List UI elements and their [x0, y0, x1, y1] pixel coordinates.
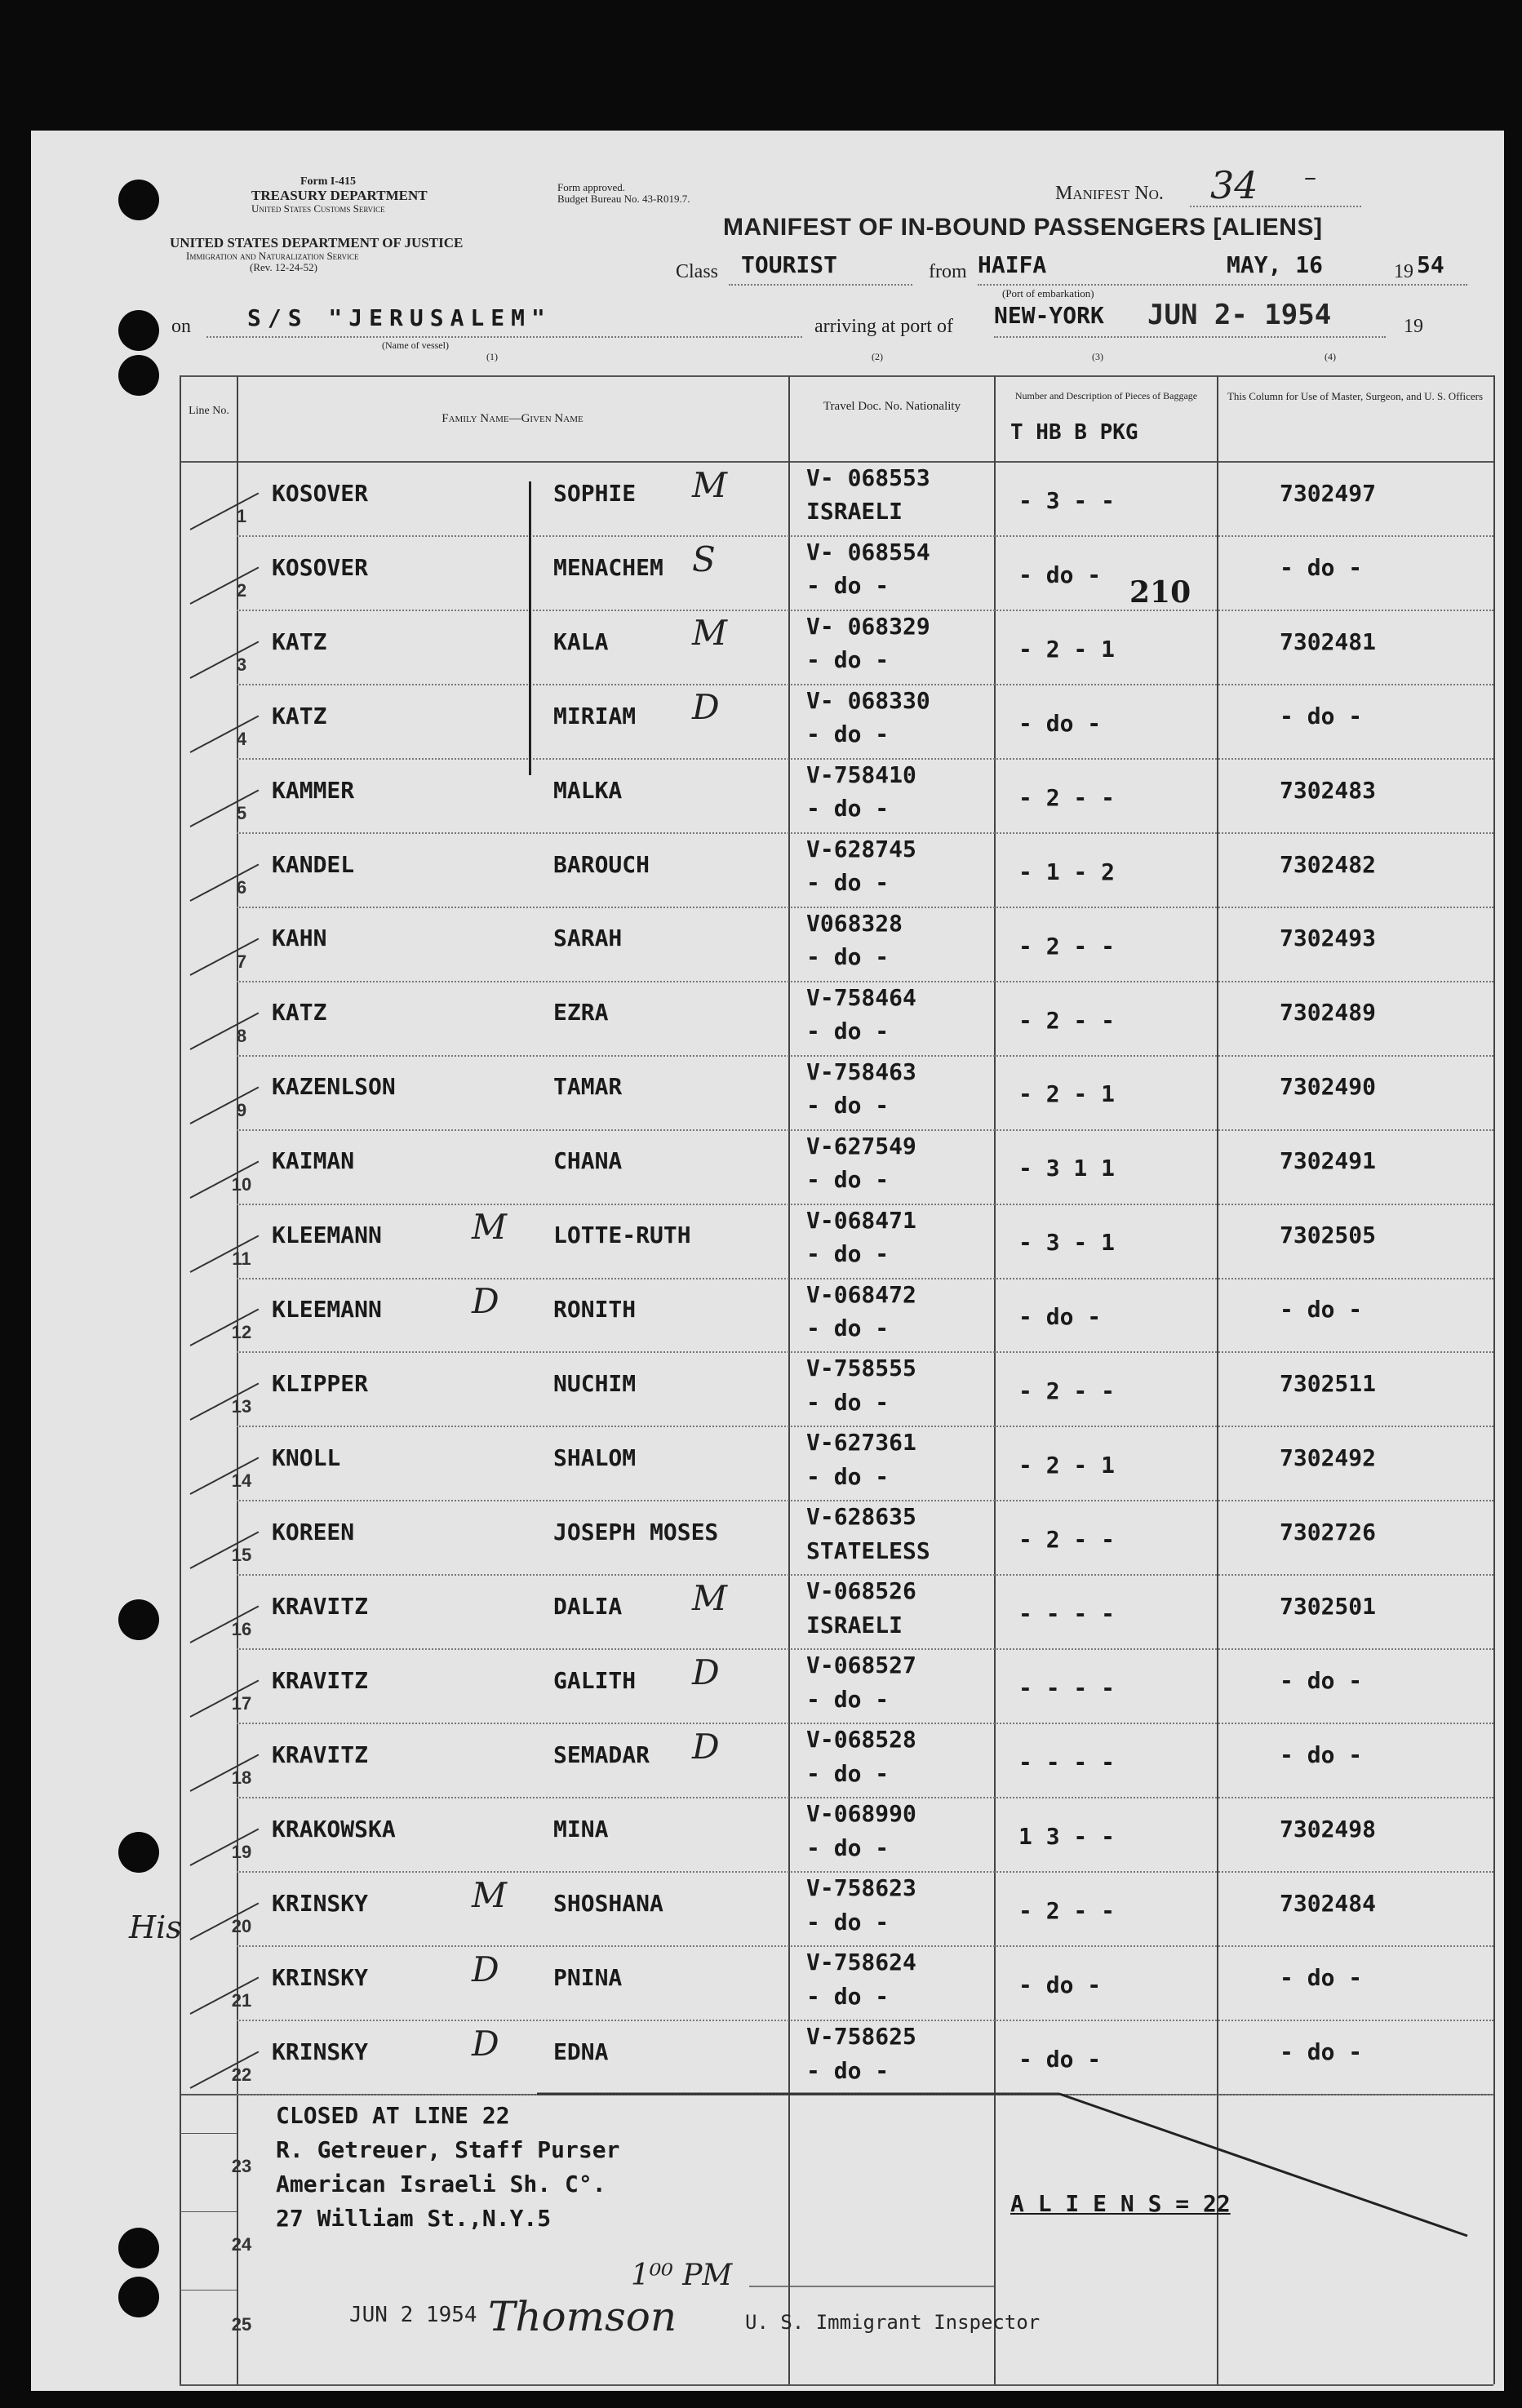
form-number: Form I-415 [300, 175, 357, 188]
given-name: NUCHIM [553, 1370, 637, 1398]
baggage-pieces: - - - - [1018, 1600, 1116, 1628]
year-value: 54 [1417, 251, 1444, 278]
officer-use: 7302489 [1280, 999, 1377, 1027]
officer-use: - do - [1280, 2038, 1363, 2065]
line-number: 11 [232, 1248, 251, 1269]
baggage-pieces: - 2 - - [1018, 1896, 1116, 1924]
officer-use: 7302490 [1280, 1073, 1377, 1101]
line-number: 18 [231, 1767, 252, 1789]
company-address: 27 William St.,N.Y.5 [276, 2205, 552, 2232]
family-name: KRAVITZ [272, 1741, 369, 1768]
travel-doc-number: V-628745 [806, 835, 916, 863]
closing-diagonal [1059, 2094, 1467, 2236]
given-name: SHALOM [553, 1444, 637, 1472]
nationality: STATELESS [806, 1537, 930, 1564]
line-number: 14 [231, 1470, 252, 1492]
given-name: SOPHIE [553, 479, 637, 507]
marital-mark: D [692, 1726, 720, 1767]
manifest-sheet [31, 131, 1504, 2391]
purser-name: R. Getreuer, Staff Purser [276, 2136, 620, 2163]
arriving-label: arriving at port of [814, 316, 953, 337]
marital-mark: M [472, 1207, 508, 1248]
line-number-23: 23 [231, 2156, 252, 2176]
baggage-pieces: - 2 - 1 [1018, 1452, 1116, 1479]
inspector-signature: Thomson [488, 2293, 677, 2340]
officer-use: 7302484 [1280, 1889, 1377, 1917]
nationality: - do - [806, 869, 890, 897]
line-number: 8 [236, 1025, 247, 1046]
nationality: - do - [806, 1685, 890, 1713]
officer-use: - do - [1280, 1296, 1363, 1324]
nationality: - do - [806, 1166, 890, 1194]
travel-doc-number: V-628635 [806, 1503, 916, 1531]
line-number: 16 [231, 1619, 252, 1640]
year2-prefix: 19 [1404, 316, 1423, 337]
line-number: 10 [231, 1173, 252, 1195]
manifest-label: Manifest No. [1055, 183, 1164, 204]
marital-mark: D [472, 1949, 499, 1989]
family-name: KRINSKY [272, 1889, 369, 1917]
given-name: SEMADAR [553, 1741, 650, 1768]
baggage-pieces: 1 3 - - [1018, 1823, 1116, 1851]
marital-mark: M [692, 613, 728, 654]
marital-mark: D [472, 2023, 499, 2064]
family-name: KATZ [272, 627, 327, 655]
baggage-pieces: - do - [1018, 2045, 1102, 2073]
travel-doc-number: V-068471 [806, 1206, 916, 1234]
baggage-count: 210 [1129, 575, 1191, 610]
officer-use: - do - [1280, 1963, 1363, 1991]
given-name: MINA [553, 1815, 609, 1843]
marital-mark: S [692, 539, 716, 579]
given-name: BAROUCH [553, 850, 650, 878]
form-approved: Form approved. [557, 181, 626, 193]
travel-doc-number: V-758555 [806, 1355, 916, 1382]
travel-doc-number: V- 068553 [806, 464, 930, 491]
officer-use: 7302501 [1280, 1593, 1377, 1621]
family-name: KLEEMANN [272, 1296, 382, 1324]
officer-use: - do - [1280, 1667, 1363, 1694]
company-name: American Israeli Sh. C°. [276, 2171, 606, 2197]
given-name: RONITH [553, 1296, 637, 1324]
travel-doc-number: V068328 [806, 909, 903, 937]
manifest-number: 34 [1210, 163, 1258, 207]
baggage-pieces: - 2 - - [1018, 1526, 1116, 1554]
nationality: - do - [806, 721, 890, 748]
closed-at-line: CLOSED AT LINE 22 [276, 2102, 510, 2129]
given-name: DALIA [553, 1593, 623, 1621]
travel-doc-number: V- 068329 [806, 612, 930, 640]
given-name: EDNA [553, 2038, 609, 2065]
travel-doc-number: V-758623 [806, 1874, 916, 1902]
family-name: KRAVITZ [272, 1593, 369, 1621]
family-name: KAHN [272, 925, 327, 952]
baggage-pieces: - 3 1 1 [1018, 1155, 1116, 1182]
marital-mark: M [692, 1577, 728, 1618]
marital-mark: D [692, 687, 720, 728]
family-name: KLIPPER [272, 1370, 369, 1398]
family-name: KAMMER [272, 776, 355, 804]
family-name: KOSOVER [272, 479, 369, 507]
family-name: KOREEN [272, 1519, 355, 1546]
nationality: ISRAELI [806, 498, 903, 526]
inspector-title: U. S. Immigrant Inspector [745, 2311, 1041, 2334]
revision: (Rev. 12-24-52) [250, 261, 317, 273]
travel-doc-number: V-758625 [806, 2023, 916, 2051]
line-number: 5 [236, 802, 247, 823]
header-baggage-cols: T HB B PKG [1010, 420, 1138, 445]
baggage-pieces: - 2 - 1 [1018, 1080, 1116, 1108]
family-name: KRAVITZ [272, 1667, 369, 1694]
officer-use: - do - [1280, 702, 1363, 729]
baggage-pieces: - - - - [1018, 1674, 1116, 1702]
marital-mark: M [692, 464, 728, 505]
nationality: - do - [806, 646, 890, 674]
line-number: 17 [231, 1693, 252, 1714]
officer-use: 7302481 [1280, 627, 1377, 655]
col4-number: (4) [1325, 351, 1336, 362]
manifest-title: MANIFEST OF IN-BOUND PASSENGERS [ALIENS] [723, 214, 1323, 241]
ins-service: Immigration and Naturalization Service [186, 250, 359, 262]
baggage-pieces: - 2 - - [1018, 1377, 1116, 1405]
given-name: LOTTE-RUTH [553, 1222, 691, 1249]
given-name: EZRA [553, 999, 609, 1027]
margin-note: His [129, 1909, 182, 1945]
inspection-date-stamp: JUN 2 1954 [349, 2303, 477, 2327]
officer-use: 7302726 [1280, 1519, 1377, 1546]
family-name: KANDEL [272, 850, 355, 878]
on-label: on [171, 316, 191, 337]
line-number: 13 [231, 1396, 252, 1417]
justice-dept: UNITED STATES DEPARTMENT OF JUSTICE [170, 235, 464, 251]
budget-bureau: Budget Bureau No. 43-R019.7. [557, 193, 690, 205]
travel-doc-number: V-068990 [806, 1800, 916, 1828]
baggage-pieces: - do - [1018, 561, 1102, 588]
port-embark-note: (Port of embarkation) [1002, 287, 1094, 299]
marital-mark: D [692, 1652, 720, 1692]
line-number: 1 [236, 505, 247, 526]
line-number: 15 [231, 1545, 252, 1566]
marital-mark: D [472, 1281, 499, 1322]
given-name: PNINA [553, 1963, 623, 1991]
marital-mark: M [472, 1874, 508, 1915]
nationality: - do - [806, 2056, 890, 2084]
col3-number: (3) [1092, 351, 1103, 362]
officer-use: 7302498 [1280, 1815, 1377, 1843]
line-number: 22 [231, 2064, 252, 2085]
travel-doc-number: V-068526 [806, 1577, 916, 1605]
given-name: MENACHEM [553, 553, 663, 581]
nationality: - do - [806, 1240, 890, 1268]
baggage-pieces: - - - - [1018, 1749, 1116, 1776]
class-value: TOURIST [741, 251, 838, 278]
line-number: 3 [236, 654, 247, 675]
given-name: JOSEPH MOSES [553, 1519, 719, 1546]
baggage-pieces: - 2 - - [1018, 932, 1116, 960]
given-name: MIRIAM [553, 702, 637, 729]
nationality: - do - [806, 1018, 890, 1045]
given-name: SHOSHANA [553, 1889, 663, 1917]
arrival-stamp: JUN 2- 1954 [1147, 299, 1332, 331]
officer-use: - do - [1280, 553, 1363, 581]
travel-doc-number: V-627549 [806, 1132, 916, 1160]
travel-doc-number: V-068527 [806, 1652, 916, 1679]
nationality: - do - [806, 1314, 890, 1341]
family-name: KOSOVER [272, 553, 369, 581]
nationality: - do - [806, 795, 890, 823]
line-number: 20 [231, 1916, 252, 1937]
header-travel: Travel Doc. No. Nationality [823, 400, 961, 413]
baggage-pieces: - 2 - - [1018, 1006, 1116, 1034]
family-name: KRINSKY [272, 2038, 369, 2065]
header-name: Family Name—Given Name [442, 412, 584, 425]
family-name: KAIMAN [272, 1147, 355, 1175]
embark-date: MAY, 16 [1227, 251, 1324, 278]
vessel-name: S/S "JERUSALEM" [247, 304, 552, 331]
given-name: MALKA [553, 776, 623, 804]
baggage-pieces: - do - [1018, 1303, 1102, 1331]
officer-use: - do - [1280, 1741, 1363, 1768]
class-label: Class [676, 261, 719, 282]
baggage-pieces: - 2 - - [1018, 783, 1116, 811]
officer-use: 7302491 [1280, 1147, 1377, 1175]
family-name: KLEEMANN [272, 1222, 382, 1249]
nationality: - do - [806, 1834, 890, 1861]
col1-number: (1) [486, 351, 498, 362]
officer-use: 7302511 [1280, 1370, 1377, 1398]
given-name: CHANA [553, 1147, 623, 1175]
officer-use: 7302493 [1280, 925, 1377, 952]
family-name: KATZ [272, 702, 327, 729]
given-name: SARAH [553, 925, 623, 952]
line-number: 9 [236, 1099, 247, 1120]
nationality: - do - [806, 1462, 890, 1490]
line-number: 7 [236, 951, 247, 972]
from-value: HAIFA [978, 251, 1047, 278]
line-number: 2 [236, 579, 247, 601]
line-number: 6 [236, 876, 247, 898]
treasury-dept: TREASURY DEPARTMENT [251, 188, 428, 203]
travel-doc-number: V-068528 [806, 1726, 916, 1754]
line-number: 12 [231, 1322, 252, 1343]
travel-doc-number: V- 068330 [806, 686, 930, 714]
officer-use: 7302492 [1280, 1444, 1377, 1472]
line-number: 19 [231, 1842, 252, 1863]
family-name: KRINSKY [272, 1963, 369, 1991]
officer-use: 7302482 [1280, 850, 1377, 878]
family-name: KNOLL [272, 1444, 341, 1472]
line-number-25: 25 [231, 2314, 252, 2335]
line-number: 4 [236, 728, 247, 749]
family-name: KATZ [272, 999, 327, 1027]
arrival-port: NEW-YORK [994, 302, 1104, 329]
nationality: - do - [806, 943, 890, 971]
travel-doc-number: V-758463 [806, 1058, 916, 1085]
header-officer-use: This Column for Use of Master, Surgeon, and U. S. Officers [1227, 390, 1484, 402]
given-name: KALA [553, 627, 609, 655]
manifest-scribble: – [1304, 163, 1316, 192]
col2-number: (2) [872, 351, 883, 362]
nationality: - do - [806, 1388, 890, 1416]
nationality: ISRAELI [806, 1611, 903, 1639]
baggage-pieces: - do - [1018, 1971, 1102, 1998]
nationality: - do - [806, 1908, 890, 1936]
nationality: - do - [806, 572, 890, 600]
travel-doc-number: V-758464 [806, 983, 916, 1011]
baggage-pieces: - 1 - 2 [1018, 858, 1116, 885]
family-name: KRAKOWSKA [272, 1815, 396, 1843]
customs-service: United States Customs Service [251, 202, 385, 215]
travel-doc-number: V- 068554 [806, 538, 930, 565]
line-number-24: 24 [231, 2234, 252, 2255]
given-name: TAMAR [553, 1073, 623, 1101]
baggage-pieces: - do - [1018, 709, 1102, 737]
officer-use: 7302497 [1280, 479, 1377, 507]
line-number: 21 [231, 1990, 252, 2011]
travel-doc-number: V-758624 [806, 1949, 916, 1976]
family-name: KAZENLSON [272, 1073, 396, 1101]
baggage-pieces: - 3 - - [1018, 486, 1116, 514]
baggage-pieces: - 2 - 1 [1018, 635, 1116, 663]
header-line-no: Line No. [189, 405, 229, 417]
officer-use: 7302483 [1280, 776, 1377, 804]
nationality: - do - [806, 1759, 890, 1787]
vessel-note: (Name of vessel) [382, 339, 449, 351]
closing-marks [31, 131, 1504, 2391]
travel-doc-number: V-068472 [806, 1280, 916, 1308]
from-label: from [929, 261, 967, 282]
header-baggage: Number and Description of Pieces of Baggage [1014, 390, 1198, 401]
given-name: GALITH [553, 1667, 637, 1694]
baggage-pieces: - 3 - 1 [1018, 1229, 1116, 1257]
aliens-total: A L I E N S = 22 [1010, 2190, 1231, 2217]
year-prefix: 19 [1394, 261, 1413, 282]
travel-doc-number: V-758410 [806, 761, 916, 788]
travel-doc-number: V-627361 [806, 1429, 916, 1457]
inspection-time: 1⁰⁰ PM [631, 2259, 733, 2292]
officer-use: 7302505 [1280, 1222, 1377, 1249]
nationality: - do - [806, 1982, 890, 2010]
nationality: - do - [806, 1092, 890, 1120]
